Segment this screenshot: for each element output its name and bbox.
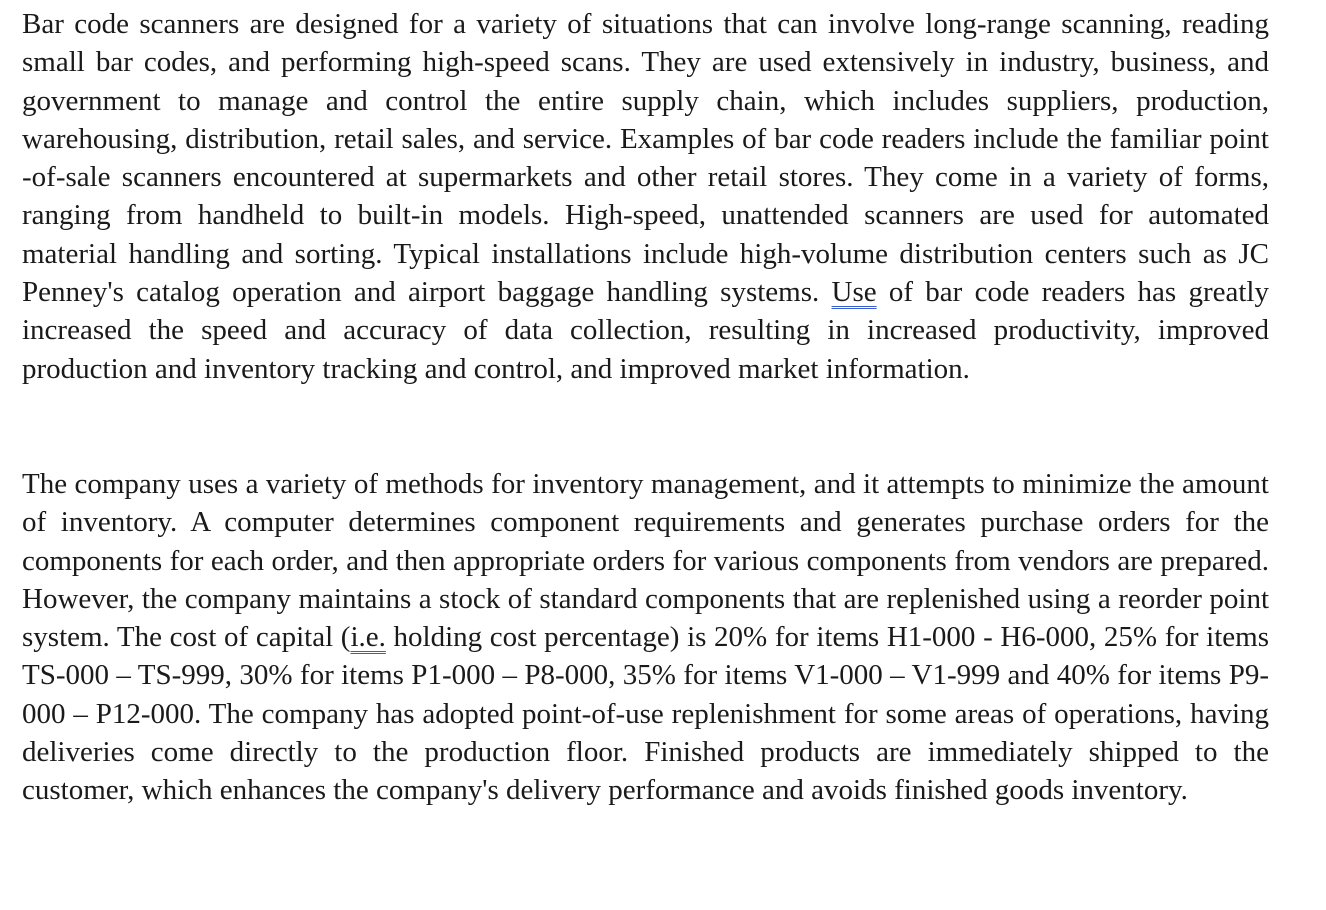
paragraph-text: The company uses a variety of methods for inventory management, and it attempts to minimize the amount of inventory. A computer determines component requirements and generates purchase orders for the components for each order, and then appropriate orders for various components from vendors are prepared. However, the company maintains a stock of standard components that are replenished using a reorder point system. The cost of capital ( — [22, 467, 1269, 654]
grammar-flagged-word[interactable]: Use — [831, 276, 877, 309]
paragraph-text: holding cost percentage) is 20% for items H1-000 - H6-000, 25% for items TS-000 – TS-999, 30% for items P1-000 – P8-000, 35% for items V1-000 – V1-999 and 40% for items P9-000 – P12-000. The company has adopted point-of-use replenishment for some areas of operations, having deliveries come directly to the production floor. Finished products are immediately shipped to the customer, which enhances the company's delivery performance and avoids finished goods inventory. — [22, 621, 1269, 807]
paragraph-inventory-management — [22, 465, 1269, 810]
paragraph-text: of bar code readers has greatly increased the speed and accuracy of data collection, resulting in increased productivity, improved production and inventory tracking and control, and improved market information. — [22, 276, 1269, 385]
grammar-flagged-word[interactable]: i.e. — [350, 621, 386, 654]
paragraph-bar-code-scanners — [22, 5, 1269, 388]
document-body — [22, 5, 1269, 810]
paragraph-text: Bar code scanners are designed for a variety of situations that can involve long-range scanning, reading small bar codes, and performing high-speed scans. They are used extensively in industry, business, and government to manage and control the entire supply chain, which includes suppliers, production, warehousing, distribution, retail sales, and service. Examples of bar code readers include the familiar point -of-sale scanners encountered at supermarkets and other retail stores. They come in a variety of forms, ranging from handheld to built-in models. High-speed, unattended scanners are used for automated material handling and sorting. Typical installations include high-volume distribution centers such as JC Penney's catalog operation and airport baggage handling systems. — [22, 8, 1269, 309]
